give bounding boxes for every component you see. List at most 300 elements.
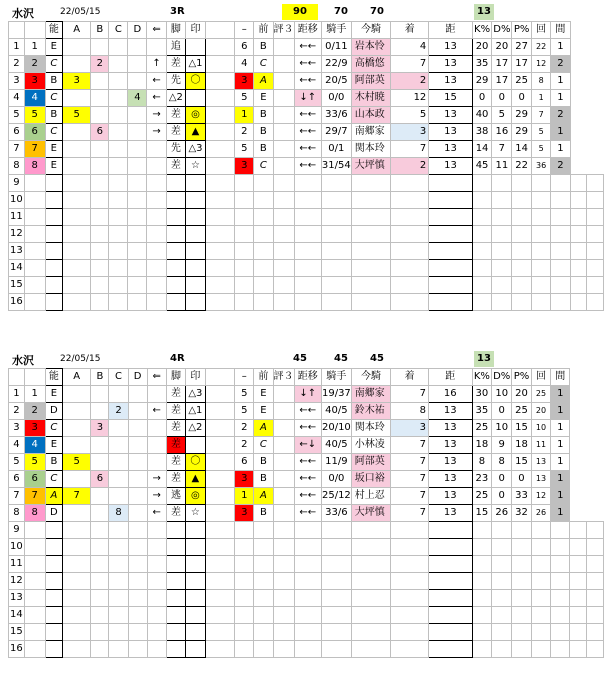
score-b[interactable] bbox=[91, 39, 109, 56]
empty-cell[interactable] bbox=[512, 192, 532, 209]
empty-cell[interactable] bbox=[587, 624, 604, 641]
empty-cell[interactable] bbox=[63, 641, 91, 658]
prediction-mark[interactable]: ◎ bbox=[186, 107, 206, 124]
empty-cell[interactable] bbox=[587, 277, 604, 294]
empty-cell[interactable] bbox=[321, 539, 351, 556]
row-number[interactable]: 14 bbox=[9, 607, 25, 624]
finish-pos[interactable]: 2 bbox=[391, 158, 429, 175]
empty-cell[interactable] bbox=[551, 226, 570, 243]
stat-d[interactable]: 10 bbox=[492, 386, 512, 403]
column-header[interactable]: P% bbox=[512, 22, 532, 39]
ability-grade[interactable]: D bbox=[45, 403, 62, 420]
empty-cell[interactable] bbox=[531, 539, 550, 556]
empty-cell[interactable] bbox=[45, 294, 62, 311]
distance-count[interactable]: 13 bbox=[429, 454, 472, 471]
column-header[interactable]: 能 bbox=[45, 369, 62, 386]
empty-cell[interactable] bbox=[109, 607, 128, 624]
score-b[interactable] bbox=[91, 403, 109, 420]
empty-cell[interactable] bbox=[128, 573, 147, 590]
empty-cell[interactable] bbox=[492, 522, 512, 539]
stat-d[interactable]: 10 bbox=[492, 420, 512, 437]
empty-cell[interactable] bbox=[235, 175, 254, 192]
empty-cell[interactable] bbox=[24, 539, 45, 556]
score-b[interactable] bbox=[91, 90, 109, 107]
column-header[interactable]: D% bbox=[492, 22, 512, 39]
empty-cell[interactable] bbox=[205, 294, 235, 311]
running-style[interactable]: 差 bbox=[166, 471, 185, 488]
stat-kan[interactable]: 1 bbox=[551, 386, 570, 403]
empty-cell[interactable] bbox=[235, 607, 254, 624]
stat-d[interactable]: 0 bbox=[492, 471, 512, 488]
empty-cell[interactable] bbox=[532, 192, 551, 209]
empty-cell[interactable] bbox=[321, 209, 351, 226]
previous-grade[interactable]: E bbox=[254, 403, 273, 420]
arrow[interactable] bbox=[147, 141, 166, 158]
score-a[interactable] bbox=[63, 471, 91, 488]
stat-kan[interactable]: 1 bbox=[551, 73, 570, 90]
running-style[interactable]: △2 bbox=[166, 90, 186, 107]
empty-cell[interactable] bbox=[492, 226, 512, 243]
empty-cell[interactable] bbox=[235, 243, 254, 260]
distance-count[interactable]: 13 bbox=[429, 124, 472, 141]
empty-cell[interactable] bbox=[147, 590, 166, 607]
column-header[interactable]: 前 bbox=[254, 22, 273, 39]
distance-count[interactable]: 13 bbox=[429, 73, 472, 90]
empty-cell[interactable] bbox=[321, 522, 351, 539]
score-a[interactable] bbox=[63, 386, 91, 403]
empty-cell[interactable] bbox=[147, 522, 166, 539]
empty-cell[interactable] bbox=[45, 556, 62, 573]
empty-cell[interactable] bbox=[235, 294, 254, 311]
stat-k[interactable]: 30 bbox=[472, 386, 492, 403]
empty-cell[interactable] bbox=[205, 192, 235, 209]
empty-cell[interactable] bbox=[205, 641, 235, 658]
score-d[interactable] bbox=[128, 107, 147, 124]
stat-p[interactable]: 33 bbox=[512, 488, 532, 505]
empty-cell[interactable] bbox=[429, 209, 472, 226]
header-blank-num[interactable] bbox=[9, 369, 25, 386]
empty-cell[interactable] bbox=[235, 624, 254, 641]
empty-cell[interactable] bbox=[91, 175, 109, 192]
empty-cell[interactable] bbox=[63, 226, 91, 243]
empty-cell[interactable] bbox=[429, 539, 472, 556]
empty-cell[interactable] bbox=[205, 607, 235, 624]
empty-cell[interactable] bbox=[91, 556, 109, 573]
stat-d[interactable]: 17 bbox=[492, 73, 512, 90]
empty-cell[interactable] bbox=[531, 641, 550, 658]
gate-number[interactable]: 8 bbox=[24, 158, 45, 175]
empty-cell[interactable] bbox=[587, 573, 604, 590]
distance-move[interactable]: ←← bbox=[294, 39, 321, 56]
current-jockey[interactable]: 坂口裕 bbox=[351, 471, 391, 488]
row-number[interactable]: 10 bbox=[9, 539, 25, 556]
row-number[interactable]: 6 bbox=[9, 471, 25, 488]
gate-number[interactable]: 2 bbox=[24, 403, 45, 420]
empty-cell[interactable] bbox=[551, 590, 570, 607]
empty-cell[interactable] bbox=[254, 624, 273, 641]
empty-cell[interactable] bbox=[472, 175, 492, 192]
empty-cell[interactable] bbox=[351, 175, 391, 192]
empty-cell[interactable] bbox=[273, 539, 294, 556]
score-a[interactable] bbox=[63, 90, 91, 107]
row-number[interactable]: 6 bbox=[9, 124, 25, 141]
distance-count[interactable]: 13 bbox=[429, 107, 472, 124]
spacer[interactable] bbox=[205, 124, 235, 141]
header-spacer[interactable] bbox=[205, 369, 235, 386]
empty-cell[interactable] bbox=[587, 243, 604, 260]
distance-move[interactable]: ↓↑ bbox=[294, 386, 321, 403]
empty-cell[interactable] bbox=[321, 277, 351, 294]
score-c[interactable] bbox=[109, 471, 128, 488]
arrow[interactable] bbox=[147, 454, 166, 471]
score-a[interactable] bbox=[63, 56, 91, 73]
empty-cell[interactable] bbox=[391, 624, 429, 641]
previous-grade[interactable]: B bbox=[254, 141, 273, 158]
empty-cell[interactable] bbox=[254, 590, 273, 607]
empty-cell[interactable] bbox=[472, 243, 492, 260]
empty-cell[interactable] bbox=[166, 556, 185, 573]
row-number[interactable]: 7 bbox=[9, 141, 25, 158]
empty-cell[interactable] bbox=[273, 260, 294, 277]
empty-cell[interactable] bbox=[254, 641, 273, 658]
empty-cell[interactable] bbox=[551, 209, 570, 226]
empty-cell[interactable] bbox=[512, 226, 532, 243]
score-c[interactable]: 2 bbox=[109, 403, 128, 420]
empty-cell[interactable] bbox=[128, 294, 147, 311]
distance-count[interactable]: 13 bbox=[429, 437, 472, 454]
score-d[interactable] bbox=[128, 454, 147, 471]
stat-d[interactable]: 20 bbox=[492, 39, 512, 56]
empty-cell[interactable] bbox=[273, 522, 294, 539]
score-c[interactable] bbox=[109, 124, 128, 141]
stat-kai[interactable]: 7 bbox=[532, 107, 551, 124]
gate-number[interactable]: 1 bbox=[24, 386, 45, 403]
jockey-stat[interactable]: 40/5 bbox=[321, 403, 351, 420]
current-jockey[interactable]: 鈴木祐 bbox=[351, 403, 391, 420]
arrow[interactable] bbox=[147, 437, 166, 454]
dash-rank[interactable]: 2 bbox=[235, 124, 254, 141]
empty-cell[interactable] bbox=[166, 607, 185, 624]
empty-cell[interactable] bbox=[531, 556, 550, 573]
empty-cell[interactable] bbox=[235, 192, 254, 209]
stat-p[interactable]: 0 bbox=[512, 471, 532, 488]
distance-move[interactable]: ←← bbox=[294, 403, 321, 420]
spacer[interactable] bbox=[205, 454, 235, 471]
empty-cell[interactable] bbox=[351, 607, 391, 624]
empty-cell[interactable] bbox=[205, 522, 235, 539]
arrow[interactable]: → bbox=[147, 471, 166, 488]
empty-cell[interactable] bbox=[109, 522, 128, 539]
empty-cell[interactable] bbox=[570, 522, 587, 539]
score-d[interactable] bbox=[128, 56, 147, 73]
empty-cell[interactable] bbox=[254, 260, 273, 277]
running-style[interactable]: 差 bbox=[166, 454, 185, 471]
score-a[interactable]: 7 bbox=[63, 488, 91, 505]
jockey-stat[interactable]: 0/11 bbox=[321, 39, 351, 56]
gate-number[interactable]: 3 bbox=[24, 420, 45, 437]
finish-pos[interactable]: 3 bbox=[391, 420, 429, 437]
dash-rank[interactable]: 2 bbox=[235, 420, 254, 437]
jockey-stat[interactable]: 29/7 bbox=[321, 124, 351, 141]
arrow[interactable]: → bbox=[147, 124, 166, 141]
stat-kai[interactable]: 5 bbox=[532, 124, 551, 141]
empty-cell[interactable] bbox=[391, 522, 429, 539]
empty-cell[interactable] bbox=[492, 277, 512, 294]
empty-cell[interactable] bbox=[294, 522, 321, 539]
stat-p[interactable]: 27 bbox=[512, 39, 532, 56]
prediction-mark[interactable]: 〇 bbox=[186, 73, 206, 90]
empty-cell[interactable] bbox=[472, 556, 492, 573]
stat-kai[interactable]: 11 bbox=[531, 437, 550, 454]
distance-count[interactable]: 13 bbox=[429, 141, 472, 158]
empty-cell[interactable] bbox=[429, 607, 472, 624]
ability-grade[interactable]: C bbox=[45, 471, 62, 488]
empty-cell[interactable] bbox=[512, 522, 532, 539]
finish-pos[interactable]: 7 bbox=[391, 454, 429, 471]
ability-grade[interactable]: C bbox=[45, 90, 62, 107]
empty-cell[interactable] bbox=[186, 192, 206, 209]
dash-rank[interactable]: 1 bbox=[235, 107, 254, 124]
stat-d[interactable]: 26 bbox=[492, 505, 512, 522]
score-b[interactable] bbox=[91, 488, 109, 505]
jockey-stat[interactable]: 40/5 bbox=[321, 437, 351, 454]
column-header[interactable]: 騎手 bbox=[321, 369, 351, 386]
empty-cell[interactable] bbox=[532, 175, 551, 192]
prediction-mark[interactable]: △2 bbox=[186, 420, 206, 437]
empty-cell[interactable] bbox=[273, 243, 294, 260]
empty-cell[interactable] bbox=[128, 641, 147, 658]
empty-cell[interactable] bbox=[391, 539, 429, 556]
arrow[interactable]: ← bbox=[147, 90, 166, 107]
empty-cell[interactable] bbox=[391, 209, 429, 226]
empty-cell[interactable] bbox=[321, 607, 351, 624]
empty-cell[interactable] bbox=[147, 573, 166, 590]
score-b[interactable]: 6 bbox=[91, 124, 109, 141]
ability-grade[interactable]: E bbox=[45, 141, 62, 158]
empty-cell[interactable] bbox=[570, 243, 587, 260]
empty-cell[interactable] bbox=[186, 641, 206, 658]
empty-cell[interactable] bbox=[45, 522, 62, 539]
empty-cell[interactable] bbox=[147, 539, 166, 556]
empty-cell[interactable] bbox=[186, 522, 206, 539]
empty-cell[interactable] bbox=[205, 226, 235, 243]
ability-grade[interactable]: A bbox=[45, 488, 62, 505]
empty-cell[interactable] bbox=[91, 243, 109, 260]
jockey-stat[interactable]: 33/6 bbox=[321, 107, 351, 124]
finish-pos[interactable]: 4 bbox=[391, 39, 429, 56]
empty-cell[interactable] bbox=[128, 226, 147, 243]
empty-cell[interactable] bbox=[512, 607, 532, 624]
empty-cell[interactable] bbox=[472, 226, 492, 243]
empty-cell[interactable] bbox=[186, 624, 206, 641]
running-style[interactable]: 差 bbox=[166, 107, 186, 124]
prediction-mark[interactable] bbox=[186, 39, 206, 56]
empty-cell[interactable] bbox=[91, 294, 109, 311]
empty-cell[interactable] bbox=[166, 573, 185, 590]
distance-count[interactable]: 13 bbox=[429, 420, 472, 437]
distance-move[interactable]: ↓↑ bbox=[294, 90, 321, 107]
column-header[interactable]: – bbox=[235, 369, 254, 386]
row-number[interactable]: 5 bbox=[9, 107, 25, 124]
empty-cell[interactable] bbox=[391, 573, 429, 590]
empty-cell[interactable] bbox=[128, 590, 147, 607]
empty-cell[interactable] bbox=[235, 539, 254, 556]
empty-cell[interactable] bbox=[273, 607, 294, 624]
empty-cell[interactable] bbox=[128, 624, 147, 641]
empty-cell[interactable] bbox=[587, 522, 604, 539]
score-b[interactable] bbox=[91, 454, 109, 471]
rating-3-value[interactable] bbox=[273, 420, 294, 437]
jockey-stat[interactable]: 20/5 bbox=[321, 73, 351, 90]
stat-k[interactable]: 15 bbox=[472, 505, 492, 522]
empty-cell[interactable] bbox=[254, 192, 273, 209]
empty-cell[interactable] bbox=[109, 277, 128, 294]
row-number[interactable]: 13 bbox=[9, 243, 25, 260]
score-c[interactable] bbox=[109, 420, 128, 437]
distance-count[interactable]: 13 bbox=[429, 471, 472, 488]
empty-cell[interactable] bbox=[351, 192, 391, 209]
jockey-stat[interactable]: 19/37 bbox=[321, 386, 351, 403]
score-c[interactable] bbox=[109, 488, 128, 505]
spacer[interactable] bbox=[205, 386, 235, 403]
column-header[interactable]: K% bbox=[472, 22, 492, 39]
score-b[interactable] bbox=[91, 141, 109, 158]
empty-cell[interactable] bbox=[294, 590, 321, 607]
empty-cell[interactable] bbox=[91, 573, 109, 590]
empty-cell[interactable] bbox=[128, 539, 147, 556]
empty-cell[interactable] bbox=[273, 226, 294, 243]
empty-cell[interactable] bbox=[24, 226, 45, 243]
empty-cell[interactable] bbox=[45, 243, 62, 260]
empty-cell[interactable] bbox=[492, 209, 512, 226]
row-number[interactable]: 5 bbox=[9, 454, 25, 471]
empty-cell[interactable] bbox=[109, 226, 128, 243]
empty-cell[interactable] bbox=[24, 175, 45, 192]
empty-cell[interactable] bbox=[551, 539, 570, 556]
score-a[interactable]: 3 bbox=[63, 73, 91, 90]
empty-cell[interactable] bbox=[429, 277, 472, 294]
empty-cell[interactable] bbox=[294, 607, 321, 624]
stat-k[interactable]: 25 bbox=[472, 488, 492, 505]
empty-cell[interactable] bbox=[235, 277, 254, 294]
stat-d[interactable]: 8 bbox=[492, 454, 512, 471]
empty-cell[interactable] bbox=[254, 556, 273, 573]
score-c[interactable] bbox=[109, 90, 128, 107]
empty-cell[interactable] bbox=[492, 607, 512, 624]
empty-cell[interactable] bbox=[109, 641, 128, 658]
previous-grade[interactable]: C bbox=[254, 158, 273, 175]
previous-grade[interactable]: A bbox=[254, 488, 273, 505]
empty-cell[interactable] bbox=[186, 294, 206, 311]
dash-rank[interactable]: 5 bbox=[235, 90, 254, 107]
empty-cell[interactable] bbox=[391, 192, 429, 209]
empty-cell[interactable] bbox=[273, 641, 294, 658]
empty-cell[interactable] bbox=[294, 243, 321, 260]
score-b[interactable] bbox=[91, 505, 109, 522]
stat-k[interactable]: 38 bbox=[472, 124, 492, 141]
gate-number[interactable]: 2 bbox=[24, 56, 45, 73]
current-jockey[interactable]: 高橋悠 bbox=[351, 56, 391, 73]
score-d[interactable] bbox=[128, 73, 147, 90]
empty-cell[interactable] bbox=[24, 277, 45, 294]
empty-cell[interactable] bbox=[147, 607, 166, 624]
empty-cell[interactable] bbox=[351, 641, 391, 658]
stat-kan[interactable]: 1 bbox=[551, 90, 570, 107]
score-c[interactable] bbox=[109, 141, 128, 158]
empty-cell[interactable] bbox=[45, 226, 62, 243]
empty-cell[interactable] bbox=[472, 641, 492, 658]
empty-cell[interactable] bbox=[294, 556, 321, 573]
prediction-mark[interactable]: ☆ bbox=[186, 505, 206, 522]
empty-cell[interactable] bbox=[532, 294, 551, 311]
empty-cell[interactable] bbox=[186, 573, 206, 590]
empty-cell[interactable] bbox=[512, 641, 532, 658]
stat-kai[interactable]: 8 bbox=[532, 73, 551, 90]
previous-grade[interactable]: A bbox=[254, 73, 273, 90]
empty-cell[interactable] bbox=[351, 277, 391, 294]
empty-cell[interactable] bbox=[147, 209, 166, 226]
column-header[interactable]: C bbox=[109, 369, 128, 386]
prediction-mark[interactable] bbox=[186, 437, 206, 454]
empty-cell[interactable] bbox=[205, 175, 235, 192]
empty-cell[interactable] bbox=[512, 556, 532, 573]
score-a[interactable] bbox=[63, 437, 91, 454]
empty-cell[interactable] bbox=[351, 209, 391, 226]
empty-cell[interactable] bbox=[570, 539, 587, 556]
empty-cell[interactable] bbox=[570, 624, 587, 641]
arrow[interactable] bbox=[147, 39, 166, 56]
empty-cell[interactable] bbox=[570, 556, 587, 573]
empty-cell[interactable] bbox=[205, 539, 235, 556]
empty-cell[interactable] bbox=[512, 243, 532, 260]
column-header[interactable]: 距 bbox=[429, 369, 472, 386]
rating-3-value[interactable] bbox=[273, 107, 294, 124]
column-header[interactable]: A bbox=[63, 369, 91, 386]
stat-p[interactable]: 25 bbox=[512, 73, 532, 90]
distance-move[interactable]: ←← bbox=[294, 56, 321, 73]
stat-p[interactable]: 17 bbox=[512, 56, 532, 73]
finish-pos[interactable]: 7 bbox=[391, 56, 429, 73]
arrow[interactable] bbox=[147, 158, 166, 175]
column-header[interactable]: 印 bbox=[186, 22, 206, 39]
score-b[interactable] bbox=[91, 107, 109, 124]
distance-move[interactable]: ←← bbox=[294, 124, 321, 141]
empty-cell[interactable] bbox=[235, 260, 254, 277]
stat-kan[interactable]: 1 bbox=[551, 471, 570, 488]
stat-kai[interactable]: 13 bbox=[531, 454, 550, 471]
empty-cell[interactable] bbox=[429, 573, 472, 590]
column-header[interactable]: 着 bbox=[391, 22, 429, 39]
empty-cell[interactable] bbox=[351, 243, 391, 260]
spacer[interactable] bbox=[205, 56, 235, 73]
row-number[interactable]: 12 bbox=[9, 573, 25, 590]
running-style[interactable]: 先 bbox=[166, 73, 186, 90]
stat-p[interactable]: 25 bbox=[512, 403, 532, 420]
arrow[interactable] bbox=[147, 420, 166, 437]
gate-number[interactable]: 4 bbox=[24, 437, 45, 454]
empty-cell[interactable] bbox=[166, 209, 186, 226]
header-blank-gate[interactable] bbox=[24, 369, 45, 386]
score-c[interactable] bbox=[109, 56, 128, 73]
empty-cell[interactable] bbox=[512, 294, 532, 311]
prediction-mark[interactable]: △3 bbox=[186, 141, 206, 158]
score-a[interactable] bbox=[63, 420, 91, 437]
empty-cell[interactable] bbox=[472, 522, 492, 539]
stat-kan[interactable]: 1 bbox=[551, 403, 570, 420]
ability-grade[interactable]: D bbox=[45, 505, 62, 522]
column-header[interactable]: – bbox=[235, 22, 254, 39]
empty-cell[interactable] bbox=[294, 277, 321, 294]
